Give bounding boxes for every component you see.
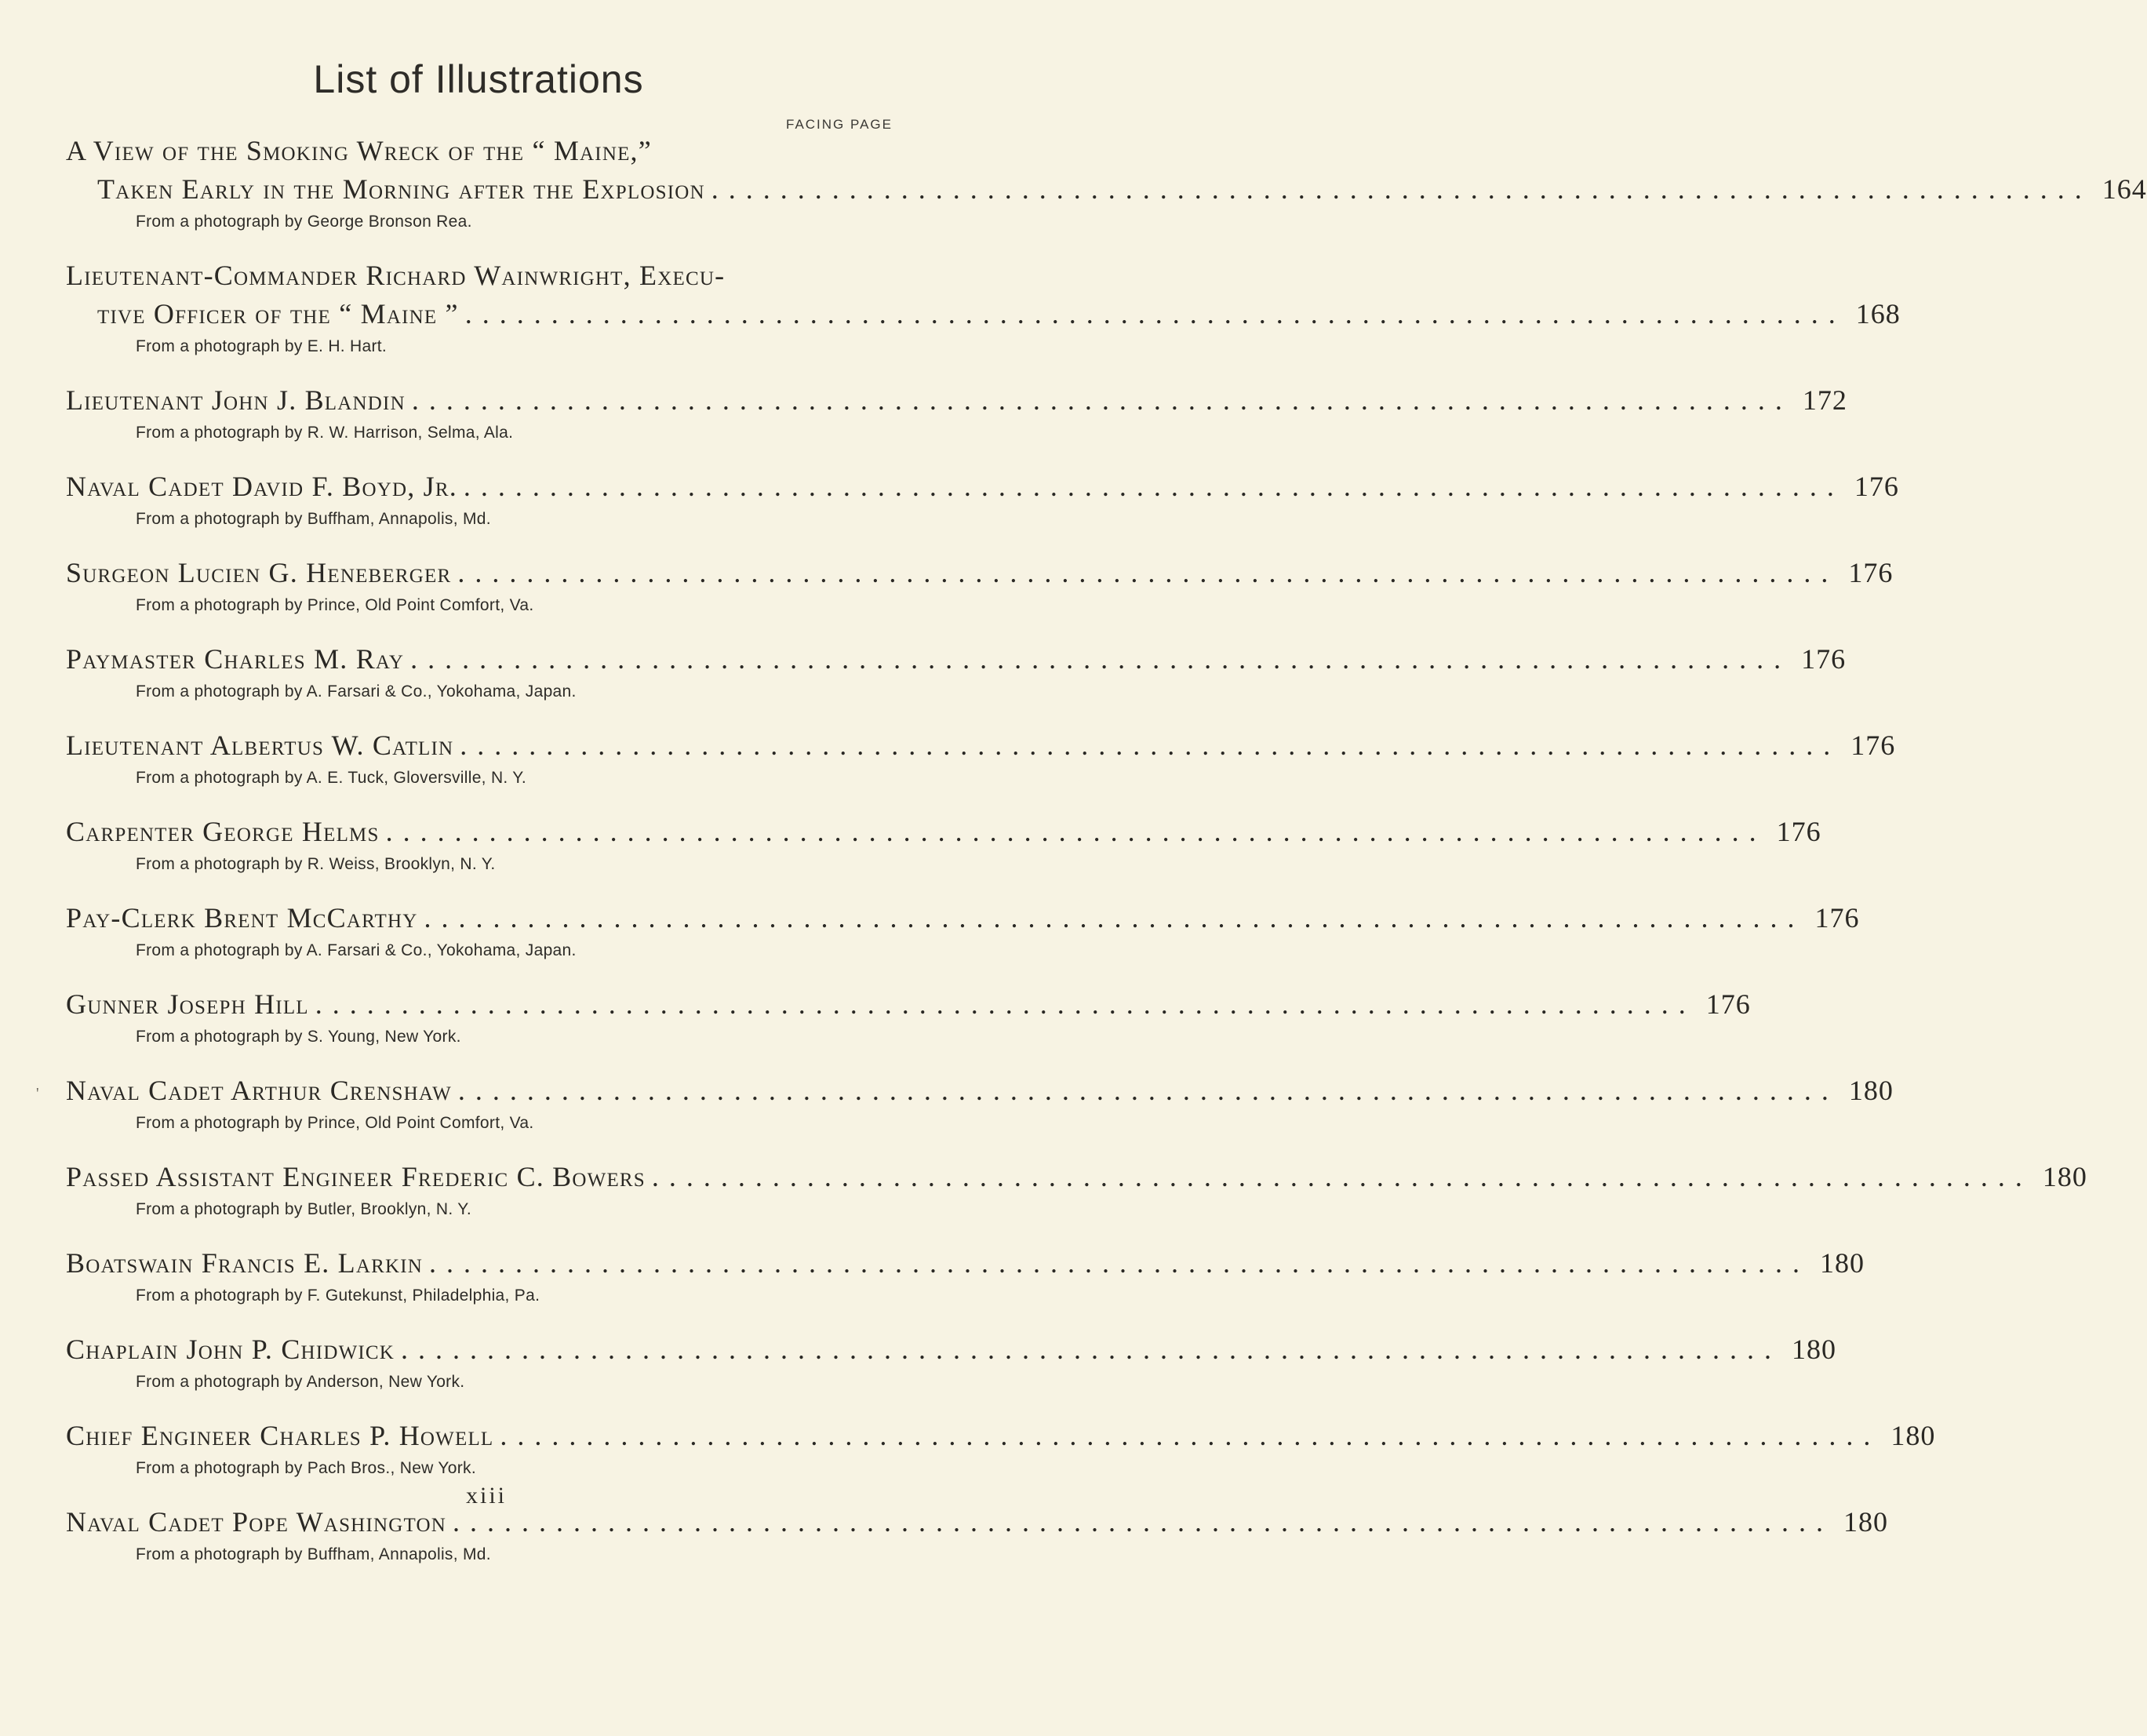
entry-title-line	[66, 899, 1860, 937]
entry-title: Carpenter George Helms	[66, 816, 380, 847]
entry-title-line	[66, 1244, 1865, 1283]
photo-credit: From a photograph by Butler, Brooklyn, N. Y.	[136, 1200, 471, 1218]
illustration-entry	[66, 1244, 1865, 1309]
entry-title: Naval Cadet Pope Washington	[66, 1506, 447, 1538]
illustration-entry	[66, 1330, 1837, 1396]
entry-title-line	[66, 1417, 1936, 1455]
illustration-entry	[66, 726, 1896, 792]
illustration-entry	[66, 257, 1901, 360]
facing-page-number: 176	[1814, 902, 1860, 934]
entry-title: Passed Assistant Engineer Frederic C. Bowers	[66, 1161, 646, 1192]
facing-page-number: 176	[1848, 557, 1894, 588]
entry-title-line	[66, 554, 1894, 592]
entry-title-line	[66, 132, 893, 170]
dot-leader: ................................................................................	[424, 902, 1805, 934]
dot-leader: ................................................................................	[385, 816, 1767, 847]
dot-leader: ................................................................................	[457, 557, 1839, 588]
photo-credit: From a photograph by R. W. Harrison, Selma, Ala.	[136, 424, 514, 442]
entry-title: Gunner Joseph Hill	[66, 988, 309, 1020]
facing-page-number: 172	[1802, 384, 1847, 416]
entry-title: Surgeon Lucien G. Heneberger	[66, 557, 452, 588]
facing-page-label: FACING PAGE	[786, 117, 893, 132]
facing-page-number: 176	[1705, 988, 1751, 1020]
entry-title-line	[66, 640, 1847, 679]
margin-mark: '	[36, 1085, 39, 1102]
facing-page-number: 180	[2042, 1161, 2087, 1192]
entry-title-line	[66, 170, 2147, 209]
illustration-entry	[66, 132, 2147, 235]
facing-page-number: 176	[1801, 643, 1847, 675]
entry-title: Taken Early in the Morning after the Explosion	[97, 173, 705, 205]
facing-page-number: 168	[1855, 298, 1901, 329]
dot-leader: ................................................................................	[429, 1247, 1810, 1279]
illustration-entry	[66, 1417, 1936, 1482]
dot-leader: ................................................................................	[711, 173, 2092, 205]
entry-title-line	[66, 257, 893, 295]
dot-leader: ................................................................................	[463, 471, 1844, 502]
illustration-entry	[66, 381, 1847, 446]
entry-title-line	[66, 295, 1901, 333]
entry-title-line	[66, 726, 1896, 765]
facing-page-number: 176	[1776, 816, 1821, 847]
illustration-entry	[66, 985, 1751, 1050]
dot-leader: ................................................................................	[411, 384, 1792, 416]
photo-credit: From a photograph by Prince, Old Point Comfort, Va.	[136, 1114, 534, 1132]
entry-title: Chaplain John P. Chidwick	[66, 1334, 395, 1365]
entry-title: Lieutenant-Commander Richard Wainwright, Execu-	[66, 260, 726, 291]
dot-leader: ................................................................................	[500, 1420, 1881, 1451]
photo-credit: From a photograph by R. Weiss, Brooklyn, N. Y.	[136, 855, 496, 873]
illustration-entry	[66, 1158, 2087, 1223]
photo-credit: From a photograph by E. H. Hart.	[136, 337, 388, 355]
facing-page-number: 180	[1792, 1334, 1837, 1365]
photo-credit: From a photograph by F. Gutekunst, Philadelphia, Pa.	[136, 1287, 540, 1305]
dot-leader: ................................................................................	[460, 730, 1841, 761]
photo-credit: From a photograph by Prince, Old Point Comfort, Va.	[136, 596, 534, 614]
entry-title: Pay-Clerk Brent McCarthy	[66, 902, 418, 934]
entry-title: Lieutenant John J. Blandin	[66, 384, 406, 416]
facing-page-number: 180	[1843, 1506, 1889, 1538]
facing-page-number: 180	[1848, 1075, 1894, 1106]
photo-credit: From a photograph by A. Farsari & Co., Yokohama, Japan.	[136, 941, 577, 959]
dot-leader: ................................................................................	[651, 1161, 2032, 1192]
facing-page-number: 180	[1820, 1247, 1865, 1279]
photo-credit: From a photograph by A. Farsari & Co., Yokohama, Japan.	[136, 682, 577, 701]
entry-title-line	[66, 1072, 1894, 1110]
facing-page-number: 180	[1890, 1420, 1936, 1451]
dot-leader: ................................................................................	[464, 298, 1846, 329]
photo-credit: From a photograph by Pach Bros., New York.	[136, 1459, 476, 1477]
dot-leader: ................................................................................	[401, 1334, 1782, 1365]
illustration-entry	[66, 1503, 1889, 1568]
entry-title-line	[66, 813, 1821, 851]
dot-leader: ................................................................................	[453, 1506, 1834, 1538]
entry-title-line	[66, 468, 1899, 506]
dot-leader: ................................................................................	[315, 988, 1696, 1020]
photo-credit: From a photograph by A. E. Tuck, Gloversville, N. Y.	[136, 769, 527, 787]
illustration-entry	[66, 899, 1860, 964]
entry-title: Chief Engineer Charles P. Howell	[66, 1420, 494, 1451]
facing-page-number: 164	[2102, 173, 2147, 205]
dot-leader: ................................................................................	[457, 1075, 1839, 1106]
entry-title: Paymaster Charles M. Ray	[66, 643, 405, 675]
photo-credit: From a photograph by S. Young, New York.	[136, 1028, 461, 1046]
illustration-entry	[66, 1072, 1894, 1137]
illustration-entry	[66, 468, 1899, 533]
illustrations-list	[66, 132, 2147, 1589]
photo-credit: From a photograph by George Bronson Rea.	[136, 213, 472, 231]
entry-title: Naval Cadet Arthur Crenshaw	[66, 1075, 452, 1106]
dot-leader: ................................................................................	[410, 643, 1792, 675]
entry-title-line	[66, 1330, 1837, 1369]
entry-title-line	[66, 1158, 2087, 1196]
entry-title: tive Officer of the “ Maine ”	[97, 298, 459, 329]
photo-credit: From a photograph by Buffham, Annapolis, Md.	[136, 1545, 491, 1563]
entry-title-line	[66, 985, 1751, 1024]
page-number: xiii	[465, 1483, 507, 1509]
entry-title: Boatswain Francis E. Larkin	[66, 1247, 424, 1279]
illustration-entry	[66, 813, 1821, 878]
entry-title: A View of the Smoking Wreck of the “ Maine,”	[66, 135, 652, 166]
entry-title: Naval Cadet David F. Boyd, Jr.	[66, 471, 457, 502]
illustration-entry	[66, 554, 1894, 619]
photo-credit: From a photograph by Buffham, Annapolis, Md.	[136, 510, 491, 528]
photo-credit: From a photograph by Anderson, New York.	[136, 1373, 465, 1391]
illustration-entry	[66, 640, 1847, 705]
entry-title-line	[66, 381, 1847, 420]
entry-title: Lieutenant Albertus W. Catlin	[66, 730, 454, 761]
facing-page-number: 176	[1850, 730, 1896, 761]
facing-page-number: 176	[1854, 471, 1899, 502]
page-title: List of Illustrations	[313, 57, 644, 101]
